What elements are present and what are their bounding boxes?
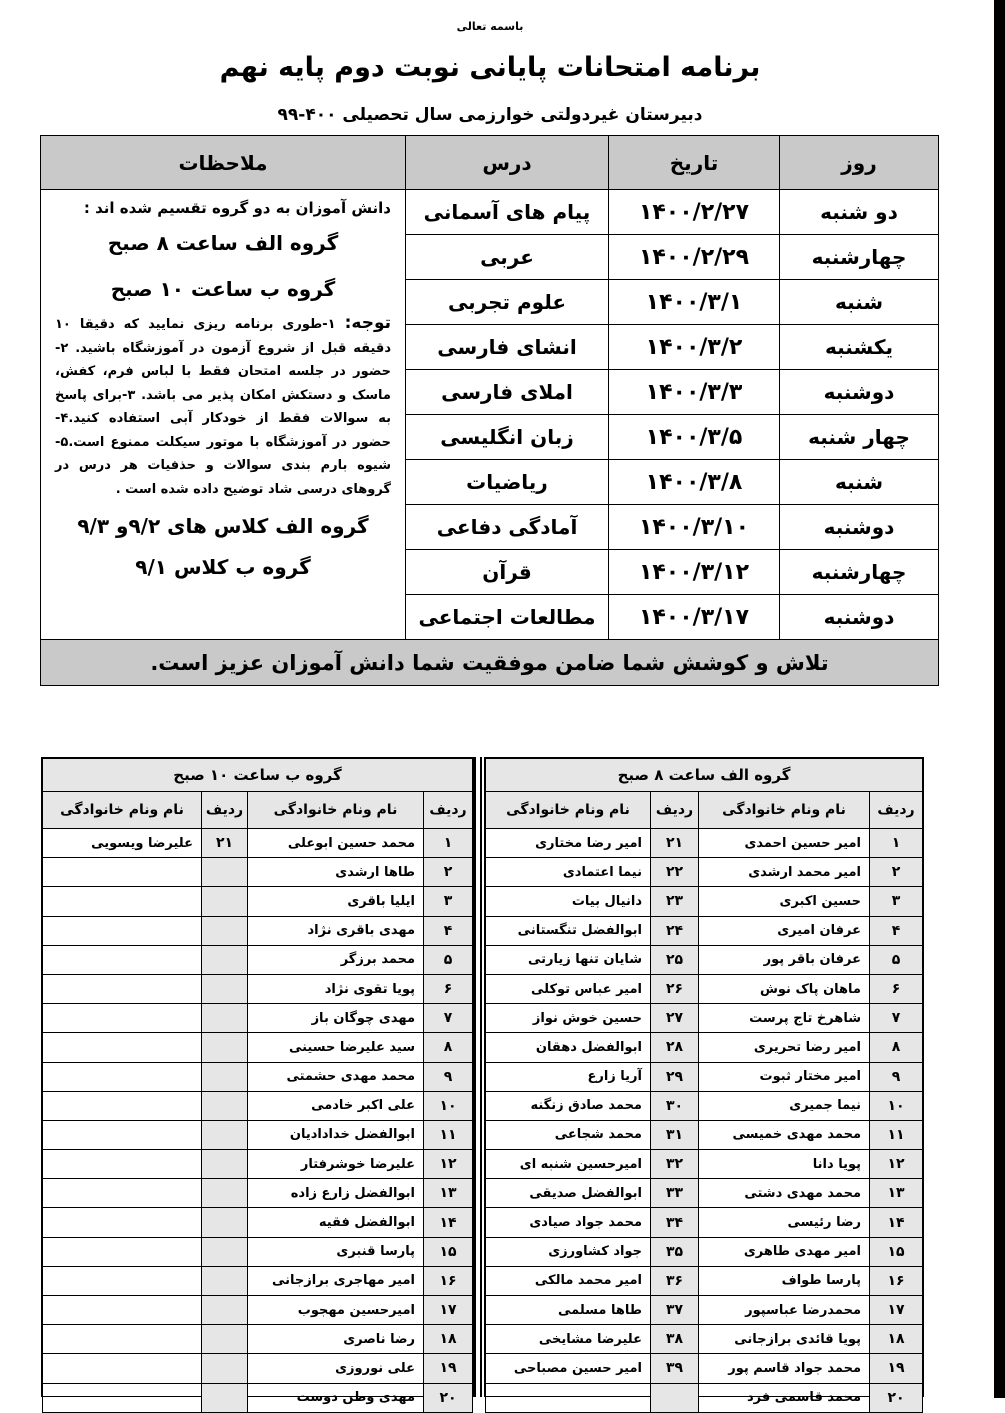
notes-intro: دانش آموزان به دو گروه تقسیم شده اند :: [83, 199, 391, 217]
group-a-roster-row: [486, 945, 923, 974]
exam-day-cell: چهارشنبه: [780, 550, 939, 595]
exam-day-cell: دو شنبه: [780, 190, 939, 235]
exam-subject-cell: پیام های آسمانی: [406, 190, 609, 235]
group-b-roster-row: [43, 1325, 473, 1354]
group-b-roster-row: [43, 1237, 473, 1266]
exam-day-cell: چهار شنبه: [780, 415, 939, 460]
group-b-student-name: مهدی باقری نژاد: [248, 916, 424, 945]
group-b-roster-row: [43, 1150, 473, 1179]
group-a-row-number: ۲۰: [870, 1383, 923, 1412]
exam-subject-cell: علوم تجربی: [406, 280, 609, 325]
notes-group-b-classes: گروه ب کلاس ۹/۱: [135, 555, 311, 579]
group-b-student-name: رضا ناصری: [248, 1325, 424, 1354]
group-a-row-number: ۱۵: [870, 1237, 923, 1266]
group-a-row-number: ۸: [870, 1033, 923, 1062]
group-b-row-number: ۲: [424, 858, 473, 887]
group-a-roster-row: [486, 1004, 923, 1033]
group-b-roster-row: [43, 1354, 473, 1383]
group-b-student-name: [43, 1237, 202, 1266]
exam-subject-cell: آمادگی دفاعی: [406, 505, 609, 550]
group-b-student-name: محمد برزگر: [248, 945, 424, 974]
group-b-student-name: ابوالفضل زارع زاده: [248, 1179, 424, 1208]
group-a-row-number: ۳۷: [651, 1296, 699, 1325]
basmala-heading: باسمه تعالی: [456, 20, 524, 33]
roster-divider: [474, 757, 482, 1397]
group-b-name-header-1: نام ونام خانوادگی: [248, 792, 424, 829]
group-a-row-number: ۵: [870, 945, 923, 974]
group-b-student-name: پویا تقوی نژاد: [248, 974, 424, 1003]
group-b-roster-row: [43, 945, 473, 974]
group-b-row-number: ۱: [424, 829, 473, 858]
group-a-row-number: ۲۴: [651, 916, 699, 945]
group-b-roster-row: [43, 974, 473, 1003]
exam-date-cell: ۱۴۰۰/۳/۳: [609, 370, 780, 415]
group-a-name-header-1: نام ونام خانوادگی: [699, 792, 870, 829]
group-b-roster-row: [43, 1120, 473, 1149]
group-b-student-name: [43, 945, 202, 974]
group-a-row-number: ۳۲: [651, 1150, 699, 1179]
group-b-row-number: [202, 858, 248, 887]
group-b-student-name: [43, 858, 202, 887]
group-b-student-name: [43, 1266, 202, 1295]
group-a-title: گروه الف ساعت ۸ صبح: [486, 759, 923, 792]
group-a-student-name: طاها مسلمی: [486, 1296, 651, 1325]
group-a-row-number: ۱۴: [870, 1208, 923, 1237]
notes-group-a-classes: گروه الف کلاس های ۹/۲و ۹/۳: [77, 514, 369, 538]
group-b-row-number: [202, 1150, 248, 1179]
group-b-student-name: علیرضا ویسویی: [43, 829, 202, 858]
group-a-student-name: امیر محمد مالکی: [486, 1266, 651, 1295]
group-b-roster-row: [43, 887, 473, 916]
group-b-row-number: [202, 1237, 248, 1266]
group-b-row-number: [202, 1325, 248, 1354]
exam-date-cell: ۱۴۰۰/۳/۸: [609, 460, 780, 505]
group-b-student-name: مهدی وطن دوست: [248, 1383, 424, 1412]
group-b-student-name: علیرضا خوشرفتار: [248, 1150, 424, 1179]
school-subtitle: دبیرستان غیردولتی خوارزمی سال تحصیلی ۴۰۰-۹۹: [277, 105, 703, 125]
group-a-row-number: ۹: [870, 1062, 923, 1091]
group-b-student-name: [43, 1120, 202, 1149]
group-b-row-number: ۳: [424, 887, 473, 916]
group-b-student-name: مهدی چوگان باز: [248, 1004, 424, 1033]
group-b-row-number: ۲۰: [424, 1383, 473, 1412]
group-b-row-number: ۹: [424, 1062, 473, 1091]
group-b-roster-row: [43, 1296, 473, 1325]
group-b-num-header-2: ردیف: [202, 792, 248, 829]
exam-row: [41, 190, 939, 235]
group-a-student-name: امیرحسین شنبه ای: [486, 1150, 651, 1179]
group-b-title: گروه ب ساعت ۱۰ صبح: [43, 759, 473, 792]
group-b-row-number: [202, 1033, 248, 1062]
group-a-roster-row: [486, 858, 923, 887]
group-a-roster-row: [486, 974, 923, 1003]
group-a-row-number: ۲۵: [651, 945, 699, 974]
motivation-footer: تلاش و کوشش شما ضامن موفقیت شما دانش آموزان عزیز است.: [41, 640, 939, 686]
group-b-row-number: [202, 1208, 248, 1237]
exam-date-cell: ۱۴۰۰/۳/۱: [609, 280, 780, 325]
col-day-header: روز: [780, 136, 939, 190]
group-a-student-name: محمد مهدی دشتی: [699, 1179, 870, 1208]
group-a-student-name: شاهرخ تاج پرست: [699, 1004, 870, 1033]
group-a-row-number: ۲۶: [651, 974, 699, 1003]
group-b-row-number: [202, 1091, 248, 1120]
group-a-row-number: ۲۸: [651, 1033, 699, 1062]
group-a-row-number: ۲۲: [651, 858, 699, 887]
group-a-student-name: عرفان امیری: [699, 916, 870, 945]
group-b-student-name: [43, 1062, 202, 1091]
group-a-student-name: امیر محمد ارشدی: [699, 858, 870, 887]
group-b-table: [42, 758, 473, 1413]
group-a-row-number: ۱: [870, 829, 923, 858]
group-a-student-name: پویا دانا: [699, 1150, 870, 1179]
group-b-row-number: ۱۲: [424, 1150, 473, 1179]
group-b-roster-row: [43, 916, 473, 945]
group-a-num-header-2: ردیف: [651, 792, 699, 829]
page-title: برنامه امتحانات پایانی نوبت دوم پایه نهم: [219, 52, 761, 83]
notes-group-b-time: گروه ب ساعت ۱۰ صبح: [110, 277, 336, 301]
exam-day-cell: دوشنبه: [780, 595, 939, 640]
group-b-student-name: محمد مهدی حشمتی: [248, 1062, 424, 1091]
col-notes-header: ملاحظات: [41, 136, 406, 190]
exam-subject-cell: قرآن: [406, 550, 609, 595]
group-a-name-header-2: نام ونام خانوادگی: [486, 792, 651, 829]
group-a-student-name: ابوالفضل دهقان: [486, 1033, 651, 1062]
group-b-student-name: [43, 1091, 202, 1120]
group-b-row-number: ۵: [424, 945, 473, 974]
group-b-num-header-1: ردیف: [424, 792, 473, 829]
group-a-row-number: ۳۶: [651, 1266, 699, 1295]
group-b-row-number: [202, 974, 248, 1003]
group-a-table: [485, 758, 923, 1413]
group-a-roster-row: [486, 1325, 923, 1354]
group-a-row-number: ۳: [870, 887, 923, 916]
group-b-row-number: ۱۷: [424, 1296, 473, 1325]
group-a-roster-row: [486, 916, 923, 945]
exam-date-cell: ۱۴۰۰/۳/۱۷: [609, 595, 780, 640]
group-b-row-number: [202, 1120, 248, 1149]
group-a-row-number: ۱۷: [870, 1296, 923, 1325]
group-a-student-name: ابوالفضل تنگستانی: [486, 916, 651, 945]
group-b-student-name: طاها ارشدی: [248, 858, 424, 887]
group-b-row-number: ۱۶: [424, 1266, 473, 1295]
exam-header-row: [41, 136, 939, 190]
group-b-student-name: محمد حسین ابوعلی: [248, 829, 424, 858]
group-a-student-name: امیر رضا مختاری: [486, 829, 651, 858]
group-b-student-name: علی اکبر خادمی: [248, 1091, 424, 1120]
group-a-row-number: ۱۳: [870, 1179, 923, 1208]
group-a-student-name: نیما جمیری: [699, 1091, 870, 1120]
group-a-student-name: جواد کشاورزی: [486, 1237, 651, 1266]
group-a-student-name: حسین خوش نواز: [486, 1004, 651, 1033]
exam-subject-cell: مطالعات اجتماعی: [406, 595, 609, 640]
group-a-student-name: محمد شجاعی: [486, 1120, 651, 1149]
group-b-student-name: [43, 974, 202, 1003]
group-b-roster-row: [43, 1004, 473, 1033]
group-a-row-number: ۳۴: [651, 1208, 699, 1237]
group-a-roster-row: [486, 1354, 923, 1383]
group-a-student-name: دانیال بیات: [486, 887, 651, 916]
group-b-row-number: ۷: [424, 1004, 473, 1033]
group-b-student-name: امیرحسین مهجوب: [248, 1296, 424, 1325]
group-b-column-headers: [43, 792, 473, 829]
exam-subject-cell: املای فارسی: [406, 370, 609, 415]
exam-subject-cell: ریاضیات: [406, 460, 609, 505]
exam-day-cell: چهارشنبه: [780, 235, 939, 280]
exam-subject-cell: زبان انگلیسی: [406, 415, 609, 460]
group-b-row-number: ۱۵: [424, 1237, 473, 1266]
group-b-row-number: ۴: [424, 916, 473, 945]
exam-day-cell: یکشنبه: [780, 325, 939, 370]
notes-attention-label: توجه:: [344, 313, 391, 333]
group-b-student-name: [43, 1004, 202, 1033]
group-a-roster-row: [486, 1062, 923, 1091]
group-a-roster: [484, 757, 924, 1406]
group-b-student-name: سید علیرضا حسینی: [248, 1033, 424, 1062]
exam-day-cell: دوشنبه: [780, 505, 939, 550]
group-b-roster-row: [43, 1208, 473, 1237]
exam-subject-cell: انشای فارسی: [406, 325, 609, 370]
group-b-student-name: [43, 1179, 202, 1208]
group-a-row-number: ۶: [870, 974, 923, 1003]
exam-subject-cell: عربی: [406, 235, 609, 280]
group-a-student-name: امیر مهدی طاهری: [699, 1237, 870, 1266]
group-a-row-number: ۱۰: [870, 1091, 923, 1120]
group-a-student-name: محمد جواد صیادی: [486, 1208, 651, 1237]
group-b-student-name: [43, 1325, 202, 1354]
group-a-row-number: ۳۹: [651, 1354, 699, 1383]
group-a-row-number: ۱۶: [870, 1266, 923, 1295]
notes-group-a-time: گروه الف ساعت ۸ صبح: [107, 231, 339, 255]
group-a-row-number: ۳۱: [651, 1120, 699, 1149]
group-b-row-number: [202, 1354, 248, 1383]
group-b-student-name: ابوالفضل خدادادیان: [248, 1120, 424, 1149]
group-b-student-name: ایلیا باقری: [248, 887, 424, 916]
exam-date-cell: ۱۴۰۰/۲/۲۹: [609, 235, 780, 280]
group-b-roster-row: [43, 1033, 473, 1062]
group-a-student-name: محمد جواد قاسم پور: [699, 1354, 870, 1383]
group-a-student-name: امیر عباس توکلی: [486, 974, 651, 1003]
notes-cell: [41, 190, 406, 640]
group-b-student-name: [43, 1033, 202, 1062]
group-b-student-name: [43, 916, 202, 945]
group-b-row-number: [202, 945, 248, 974]
group-a-row-number: ۳۳: [651, 1179, 699, 1208]
group-a-row-number: ۲۷: [651, 1004, 699, 1033]
group-b-roster-row: [43, 1266, 473, 1295]
group-a-roster-row: [486, 1150, 923, 1179]
exam-date-cell: ۱۴۰۰/۳/۱۲: [609, 550, 780, 595]
group-a-student-name: نیما اعتمادی: [486, 858, 651, 887]
group-a-column-headers: [486, 792, 923, 829]
group-a-student-name: عرفان باقر پور: [699, 945, 870, 974]
group-b-student-name: علی نوروزی: [248, 1354, 424, 1383]
page-edge-bar: [994, 0, 1005, 1398]
group-a-roster-row: [486, 1179, 923, 1208]
group-a-roster-row: [486, 1296, 923, 1325]
group-a-student-name: علیرضا مشایخی: [486, 1325, 651, 1354]
group-a-student-name: حسین اکبری: [699, 887, 870, 916]
group-b-roster-row: [43, 1062, 473, 1091]
group-b-student-name: پارسا قنبری: [248, 1237, 424, 1266]
group-a-row-number: ۳۰: [651, 1091, 699, 1120]
exam-day-cell: شنبه: [780, 460, 939, 505]
group-a-roster-row: [486, 829, 923, 858]
group-b-student-name: ابوالفضل فقیه: [248, 1208, 424, 1237]
group-a-student-name: آریا زارع: [486, 1062, 651, 1091]
exam-footer-row: [41, 640, 939, 686]
group-b-row-number: ۱۳: [424, 1179, 473, 1208]
group-a-roster-row: [486, 1266, 923, 1295]
group-b-name-header-2: نام ونام خانوادگی: [43, 792, 202, 829]
group-b-roster: [41, 757, 474, 1406]
group-b-row-number: [202, 1179, 248, 1208]
group-a-row-number: ۴: [870, 916, 923, 945]
group-a-row-number: ۱۹: [870, 1354, 923, 1383]
group-b-row-number: ۱۱: [424, 1120, 473, 1149]
group-b-row-number: [202, 1004, 248, 1033]
group-a-student-name: پارسا طواف: [699, 1266, 870, 1295]
group-b-row-number: ۱۰: [424, 1091, 473, 1120]
group-a-num-header-1: ردیف: [870, 792, 923, 829]
notes-attention: [55, 312, 391, 501]
group-a-roster-row: [486, 1208, 923, 1237]
group-a-student-name: امیر مختار ثبوت: [699, 1062, 870, 1091]
group-a-roster-row: [486, 1033, 923, 1062]
group-b-row-number: ۲۱: [202, 829, 248, 858]
group-a-row-number: ۱۱: [870, 1120, 923, 1149]
col-date-header: تاریخ: [609, 136, 780, 190]
exam-date-cell: ۱۴۰۰/۳/۵: [609, 415, 780, 460]
group-b-row-number: [202, 1296, 248, 1325]
group-a-row-number: ۱۸: [870, 1325, 923, 1354]
exam-day-cell: شنبه: [780, 280, 939, 325]
group-b-roster-row: [43, 1091, 473, 1120]
group-b-row-number: ۱۴: [424, 1208, 473, 1237]
notes-attention-text: ۱-طوری برنامه ریزی نمایید که دقیقا ۱۰ دقیقه قبل از شروع آزمون در آموزشگاه باشید. ۲- حضور در جلسه امتحان فقط با لباس فرم، کفش، ماسک و دستکش امکان پذیر می باشد. ۳-برای پاسخ به سوالات فقط از خودکار آبی استفاده کنید.۴- حضور در آموزشگاه با موتور سیکلت ممنوع است.۵- شیوه بارم بندی سوالات و حذفیات هر درس در گروهای درسی شاد توضیح داده شده است .: [55, 317, 391, 497]
group-a-student-name: محمدرضا عباسپور: [699, 1296, 870, 1325]
group-b-student-name: [43, 887, 202, 916]
exam-schedule-table: [40, 135, 939, 686]
group-a-roster-row: [486, 1237, 923, 1266]
group-a-student-name: محمد صادق زنگنه: [486, 1091, 651, 1120]
group-a-student-name: پویا قائدی برازجانی: [699, 1325, 870, 1354]
group-a-student-name: امیر حسین مصباحی: [486, 1354, 651, 1383]
group-b-student-name: [43, 1296, 202, 1325]
exam-date-cell: ۱۴۰۰/۲/۲۷: [609, 190, 780, 235]
group-a-student-name: ابوالفضل صدیقی: [486, 1179, 651, 1208]
group-a-student-name: امیر رضا تحریری: [699, 1033, 870, 1062]
group-b-row-number: ۶: [424, 974, 473, 1003]
group-b-student-name: [43, 1354, 202, 1383]
group-a-row-number: ۲۹: [651, 1062, 699, 1091]
col-subject-header: درس: [406, 136, 609, 190]
group-b-student-name: امیر مهاجری برازجانی: [248, 1266, 424, 1295]
group-a-student-name: محمد قاسمی فرد: [699, 1383, 870, 1412]
group-a-student-name: رضا رئیسی: [699, 1208, 870, 1237]
group-a-row-number: ۲۳: [651, 887, 699, 916]
group-a-roster-row: [486, 1120, 923, 1149]
group-a-row-number: ۳۸: [651, 1325, 699, 1354]
group-a-student-name: ماهان پاک نوش: [699, 974, 870, 1003]
group-b-student-name: [43, 1208, 202, 1237]
group-a-row-number: ۷: [870, 1004, 923, 1033]
group-a-student-name: امیر حسین احمدی: [699, 829, 870, 858]
group-b-row-number: [202, 916, 248, 945]
group-a-row-number: ۳۵: [651, 1237, 699, 1266]
group-a-row-number: ۲: [870, 858, 923, 887]
group-a-row-number: ۱۲: [870, 1150, 923, 1179]
group-a-roster-row: [486, 887, 923, 916]
group-b-student-name: [43, 1150, 202, 1179]
exam-date-cell: ۱۴۰۰/۳/۲: [609, 325, 780, 370]
group-b-row-number: ۱۸: [424, 1325, 473, 1354]
group-b-row-number: [202, 1062, 248, 1091]
group-b-row-number: ۱۹: [424, 1354, 473, 1383]
group-a-row-number: ۲۱: [651, 829, 699, 858]
group-a-student-name: محمد مهدی خمیسی: [699, 1120, 870, 1149]
group-b-row-number: [202, 887, 248, 916]
group-a-roster-row: [486, 1091, 923, 1120]
group-b-roster-row: [43, 1179, 473, 1208]
group-b-row-number: ۸: [424, 1033, 473, 1062]
group-b-roster-row: [43, 829, 473, 858]
group-b-roster-row: [43, 858, 473, 887]
group-a-student-name: شایان تنها زیارتی: [486, 945, 651, 974]
group-b-row-number: [202, 1266, 248, 1295]
exam-date-cell: ۱۴۰۰/۳/۱۰: [609, 505, 780, 550]
exam-day-cell: دوشنبه: [780, 370, 939, 415]
